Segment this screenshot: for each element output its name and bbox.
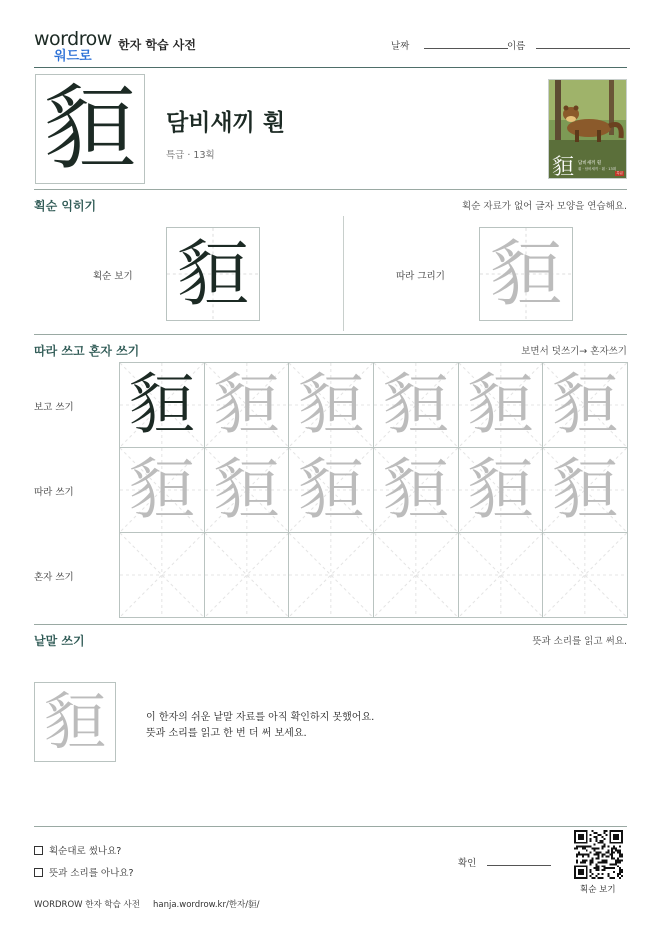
qr-code-icon[interactable] [574, 830, 623, 879]
name-label: 이름 [507, 41, 526, 52]
logo-hangul: 워드로 [54, 49, 92, 64]
practice-cell[interactable] [204, 532, 290, 618]
word-message-line-2: 뜻과 소리를 읽고 한 번 더 써 보세요. [146, 728, 307, 739]
word-glyph: 貆 [43, 685, 106, 758]
stroke-section-title: 획순 익히기 [34, 199, 97, 213]
qr-caption: 획순 보기 [580, 885, 616, 895]
practice-cell[interactable] [542, 447, 628, 533]
stroke-section-note: 획순 자료가 없어 글자 모양을 연습해요. [462, 201, 627, 212]
footer-url[interactable]: hanja.wordrow.kr/한자/貆/ [153, 900, 260, 910]
practice-trace-glyph: 貆 [467, 451, 534, 528]
checkbox-icon[interactable] [34, 846, 43, 855]
date-label: 날짜 [391, 41, 410, 52]
character-meta: 특급 · 13획 [166, 150, 215, 161]
practice-trace-glyph: 貆 [467, 366, 534, 443]
name-field[interactable] [507, 38, 630, 52]
divider-2 [34, 334, 627, 335]
logo [34, 28, 112, 64]
header-divider [34, 67, 627, 68]
illustration-card [548, 79, 627, 179]
stroke-view-label: 획순 보기 [93, 271, 133, 282]
logo-wordmark: wordrow [34, 28, 112, 50]
practice-section-note: 보면서 덧쓰기→ 혼자쓰기 [521, 346, 627, 357]
date-line [424, 39, 508, 49]
practice-row-label-2: 따라 쓰기 [34, 487, 74, 498]
practice-cell[interactable] [288, 447, 374, 533]
practice-cell[interactable] [288, 362, 374, 448]
divider-1 [34, 189, 627, 190]
practice-row-label-3: 혼자 쓰기 [34, 572, 74, 583]
practice-cell[interactable] [458, 362, 544, 448]
illustration-caption-sub: 훤 · 담비새끼 · 훤 · 13획 [578, 167, 617, 171]
practice-trace-glyph: 貆 [128, 451, 195, 528]
practice-trace-glyph: 貆 [298, 451, 365, 528]
illustration-caption: 담비새끼 훤 [578, 161, 602, 166]
confirm-line [487, 856, 551, 866]
practice-cell[interactable] [119, 447, 205, 533]
word-section-title: 낱말 쓰기 [34, 634, 85, 648]
practice-cell[interactable] [204, 362, 290, 448]
practice-section-title: 따라 쓰고 혼자 쓰기 [34, 344, 140, 358]
practice-cell[interactable] [204, 447, 290, 533]
practice-cell[interactable] [119, 362, 205, 448]
practice-grid [119, 362, 627, 617]
confirm-field[interactable] [458, 855, 551, 869]
check-meaning-sound[interactable] [34, 865, 134, 879]
check-stroke-order[interactable] [34, 843, 121, 857]
practice-cell[interactable] [288, 532, 374, 618]
confirm-label: 확인 [458, 858, 477, 869]
footer-brand: WORDROW 한자 학습 사전 [34, 900, 140, 910]
illustration-badge: 특급 [616, 171, 623, 175]
divider-3 [34, 624, 627, 625]
practice-trace-glyph: 貆 [552, 451, 619, 528]
check-stroke-order-label: 획순대로 썼나요? [49, 846, 122, 857]
name-line [536, 39, 630, 49]
character-meaning-sound: 담비새끼 훤 [166, 110, 286, 136]
stroke-trace-glyph: 貆 [489, 232, 562, 316]
practice-cell[interactable] [373, 447, 459, 533]
practice-cell[interactable] [542, 362, 628, 448]
word-section-note: 뜻과 소리를 읽고 써요. [532, 636, 627, 647]
stroke-section-vdivider [343, 216, 344, 331]
practice-trace-glyph: 貆 [552, 366, 619, 443]
main-glyph-box [35, 74, 145, 184]
word-message-line-1: 이 한자의 쉬운 낱말 자료를 아직 확인하지 못했어요. [146, 712, 375, 723]
practice-trace-glyph: 貆 [213, 366, 280, 443]
word-glyph-box [34, 682, 116, 762]
check-meaning-sound-label: 뜻과 소리를 아나요? [49, 868, 134, 879]
practice-cell[interactable] [458, 532, 544, 618]
date-field[interactable] [391, 38, 508, 52]
practice-cell[interactable] [119, 532, 205, 618]
checkbox-icon[interactable] [34, 868, 43, 877]
practice-trace-glyph: 貆 [382, 366, 449, 443]
main-glyph: 貆 [43, 75, 136, 182]
practice-row-label-1: 보고 쓰기 [34, 402, 74, 413]
practice-cell[interactable] [373, 362, 459, 448]
practice-trace-glyph: 貆 [298, 366, 365, 443]
divider-4 [34, 826, 627, 827]
practice-trace-glyph: 貆 [382, 451, 449, 528]
practice-cell[interactable] [458, 447, 544, 533]
stroke-trace-label: 따라 그리기 [396, 271, 445, 282]
stroke-trace-box[interactable] [479, 227, 573, 321]
practice-cell[interactable] [373, 532, 459, 618]
stroke-view-glyph: 貆 [176, 232, 249, 316]
stroke-view-box [166, 227, 260, 321]
header-title: 한자 학습 사전 [118, 38, 196, 52]
practice-model-glyph: 貆 [128, 366, 195, 443]
practice-trace-glyph: 貆 [213, 451, 280, 528]
illustration-glyph: 貆 [552, 155, 575, 179]
practice-cell[interactable] [542, 532, 628, 618]
